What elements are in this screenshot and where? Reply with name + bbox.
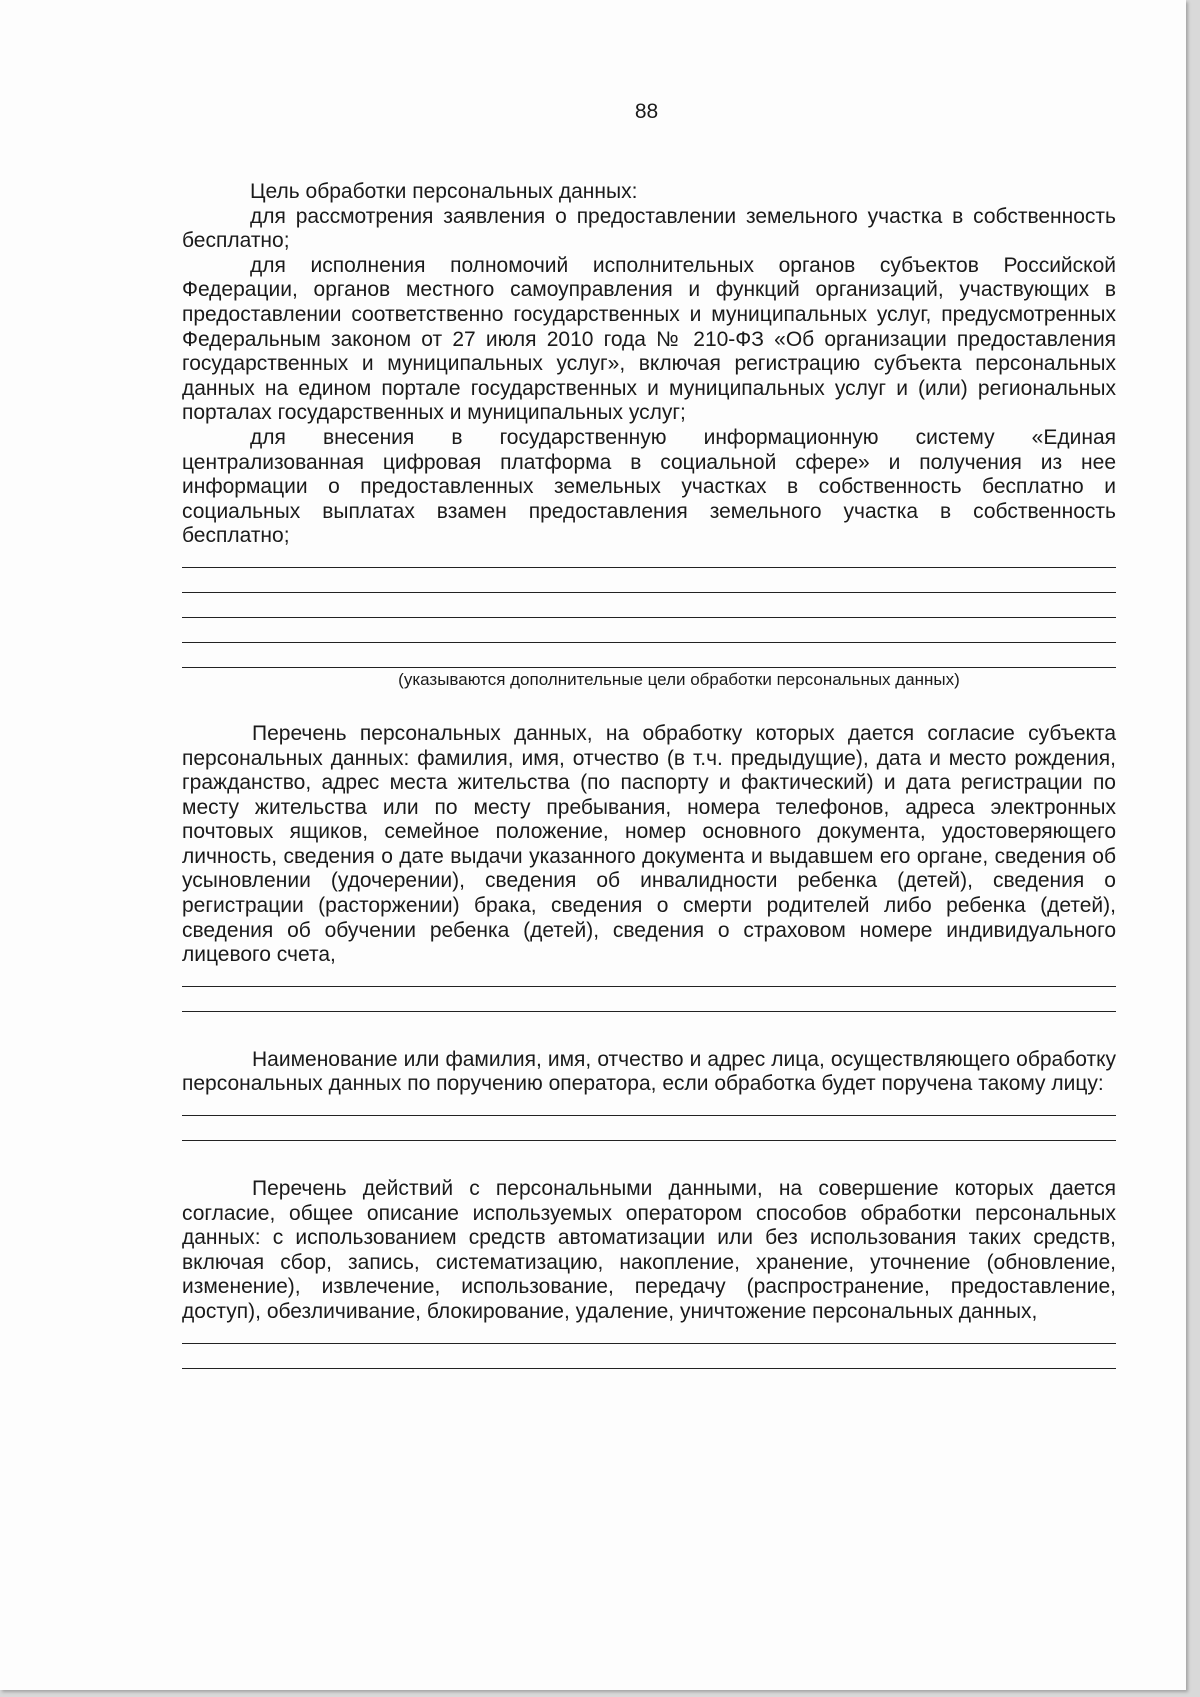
- personal-data-list-text: Перечень персональных данных, на обработку которых дается согласие субъекта персональных данных: фамилия, имя, отчество (в т.ч. предыдущие), дата и место рождения, гражданство, адрес места жительства (по паспорту и фактический) и дата регистрации по месту жительства или по месту пребывания, номера телефонов, адреса электронных почтовых ящиков, семейное положение, номер основного документа, удостоверяющего личность, сведения о дате выдачи указанного документа и выдавшем его органе, сведения об усыновлении (удочерении), сведения об инвалидности ребенка (детей), сведения о регистрации (расторжении) брака, сведения о смерти родителей либо ребенка (детей), сведения об обучении ребенка (детей), сведения о страховом номере индивидуального лицевого счета,: [182, 721, 1116, 967]
- blank-line[interactable]: [182, 617, 1116, 618]
- purpose-item-2: для исполнения полномочий исполнительных органов субъектов Российской Федерации, органов местного самоуправления и функций организаций, участвующих в предоставлении соответственно государственных и муниципальных услуг, предусмотренных Федеральным законом от 27 июля 2010 года № 210-ФЗ «Об организации предоставления государственных и муниципальных услуг», включая регистрацию субъекта персональных данных на едином портале государственных и муниципальных услуг и (или) региональных порталах государственных и муниципальных услуг;: [182, 253, 1116, 425]
- processor-text: Наименование или фамилия, имя, отчество и адрес лица, осуществляющего обработку персональных данных по поручению оператора, если обработка будет поручена такому лицу:: [182, 1047, 1116, 1096]
- blank-line[interactable]: [182, 642, 1116, 643]
- blank-line[interactable]: [182, 567, 1116, 568]
- blank-line[interactable]: [182, 1140, 1116, 1141]
- blank-line[interactable]: [182, 1343, 1116, 1344]
- blank-line[interactable]: [182, 986, 1116, 987]
- blank-line[interactable]: [182, 667, 1116, 668]
- purpose-heading: Цель обработки персональных данных:: [250, 180, 638, 203]
- additional-purposes-caption: (указываются дополнительные цели обработки персональных данных): [398, 669, 960, 689]
- blank-line[interactable]: [182, 592, 1116, 593]
- actions-section: [182, 1177, 1116, 1369]
- page-number: 88: [634, 100, 659, 123]
- blank-line[interactable]: [182, 1011, 1116, 1012]
- document-body: [182, 180, 1116, 1369]
- processor-section: [182, 1048, 1116, 1141]
- purpose-item-1: для рассмотрения заявления о предоставлении земельного участка в собственность бесплатно;: [182, 204, 1116, 253]
- actions-text: Перечень действий с персональными данными, на совершение которых дается согласие, общее описание используемых оператором способов обработки персональных данных: с использованием средств автоматизации или без использования таких средств, включая сбор, запись, систематизацию, накопление, хранение, уточнение (обновление, изменение), извлечение, использование, передачу (распространение, предоставление, доступ), обезличивание, блокирование, удаление, уничтожение персональных данных,: [182, 1177, 1116, 1323]
- blank-line[interactable]: [182, 1115, 1116, 1116]
- purpose-item-3: для внесения в государственную информационную систему «Единая централизованная цифровая платформа в социальной сфере» и получения из нее информации о предоставленных земельных участках в собственность бесплатно и социальных выплатах взамен предоставления земельного участка в собственность бесплатно;: [182, 425, 1116, 548]
- blank-line[interactable]: [182, 1368, 1116, 1369]
- personal-data-list-section: [182, 722, 1116, 1012]
